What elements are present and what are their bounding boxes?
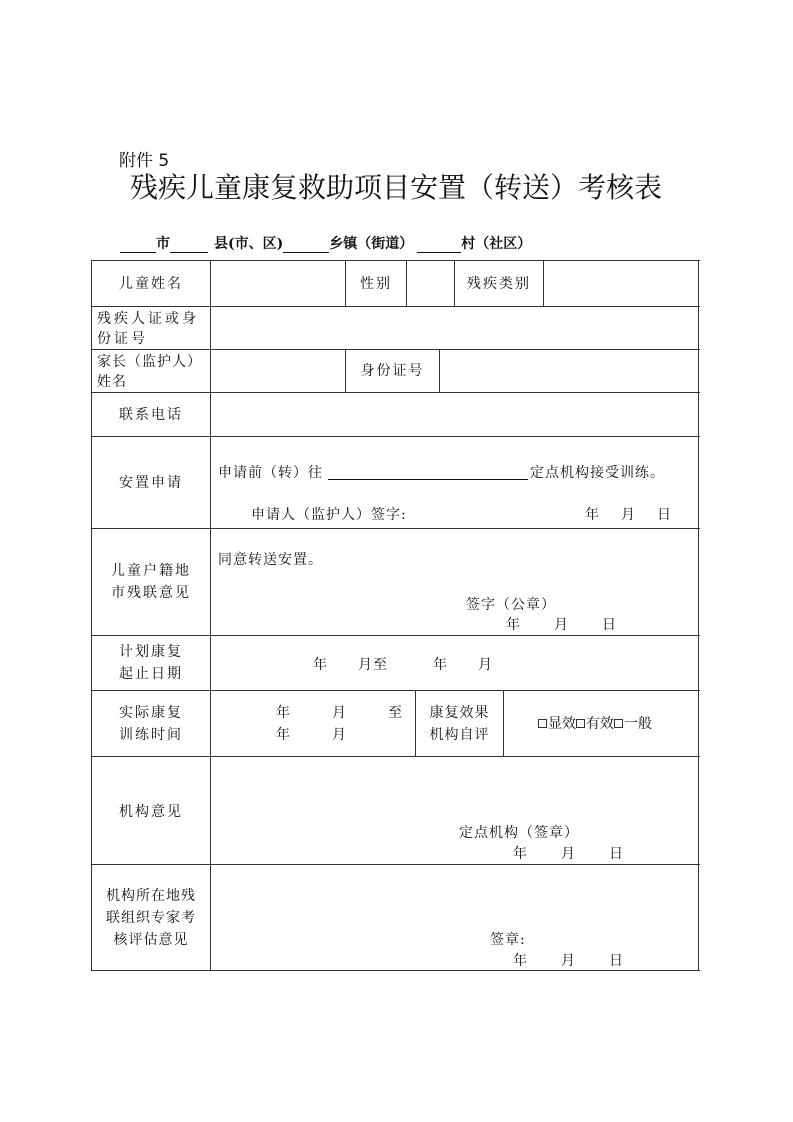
phone-field[interactable]	[211, 393, 698, 436]
disability-type-label: 残疾类别	[467, 275, 531, 292]
id-label	[97, 309, 199, 349]
institution-signature-label: 定点机构（签章）	[459, 825, 579, 841]
row-divider	[91, 635, 700, 636]
city-label: 市	[156, 236, 170, 252]
federation-date: 年 月 日	[506, 617, 618, 633]
expert-signature-label: 签章:	[490, 932, 526, 948]
institution-opinion-label: 机构意见	[119, 804, 183, 820]
placement-label: 安置申请	[119, 474, 183, 491]
table-border-bottom	[91, 970, 700, 971]
checkbox-icon[interactable]	[538, 719, 547, 728]
village-label: 村（社区）	[461, 236, 532, 252]
actual-label-line1: 实际康复	[119, 705, 183, 721]
placement-signature-label: 申请人（监护人）签字:	[251, 507, 407, 523]
effect-label-line1: 康复效果	[429, 705, 490, 721]
town-label: 乡镇（街道）	[329, 236, 414, 252]
guardian-label-line1: 家长（监护人）	[97, 354, 202, 370]
col-divider	[503, 690, 504, 756]
effect-option-label: 有效	[586, 716, 614, 732]
institution-date: 年 月 日	[513, 846, 625, 862]
actual-dates-field[interactable]	[276, 702, 402, 746]
child-name-field[interactable]	[211, 261, 345, 306]
gender-field[interactable]	[407, 261, 454, 306]
plan-label-line1: 计划康复	[119, 644, 183, 660]
actual-dates-line1: 年 月 至	[276, 705, 402, 721]
guardian-label-line2: 姓名	[97, 374, 127, 390]
placement-text-before: 申请前（转）往	[218, 465, 323, 481]
expert-label-line2: 联组织专家考	[106, 910, 196, 926]
expert-label-line3: 核评估意见	[113, 932, 189, 948]
actual-dates-line2: 年 月	[276, 727, 346, 743]
id-label-line2: 份证号	[97, 331, 148, 347]
placement-date: 年 月 日	[585, 507, 675, 523]
child-name-label: 儿童姓名	[119, 275, 183, 292]
county-blank[interactable]	[170, 238, 208, 253]
checkbox-icon[interactable]	[576, 719, 585, 728]
federation-label-line1: 儿童户籍地	[111, 563, 191, 579]
county-label: 县(市、区)	[214, 236, 284, 252]
checkbox-icon[interactable]	[614, 719, 623, 728]
city-blank[interactable]	[120, 238, 156, 253]
table-border-left	[91, 260, 92, 971]
row-divider	[91, 528, 700, 529]
expert-date: 年 月 日	[513, 953, 625, 969]
form-title: 残疾儿童康复救助项目安置（转送）考核表	[130, 171, 663, 204]
effect-option-significant[interactable]	[538, 716, 576, 732]
federation-label-line2: 市残联意见	[111, 585, 191, 601]
placement-text-after: 定点机构接受训练。	[530, 465, 665, 481]
effect-option-general[interactable]	[614, 716, 652, 732]
effect-option-label: 显效	[548, 716, 576, 732]
row-divider	[91, 690, 700, 691]
plan-dates-field[interactable]: 年 月至 年 月	[313, 657, 493, 673]
row-divider	[91, 864, 700, 865]
guardian-id-field[interactable]	[440, 350, 698, 392]
guardian-name-label	[97, 352, 202, 392]
plan-label-line2: 起止日期	[119, 666, 183, 682]
town-blank[interactable]	[283, 238, 329, 253]
institution-name-blank[interactable]	[328, 479, 528, 480]
effect-label-line2: 机构自评	[429, 727, 490, 743]
federation-signature-label: 签字（公章）	[466, 597, 556, 613]
federation-opinion-label	[92, 560, 210, 604]
attachment-label: 附件 5	[119, 151, 170, 171]
actual-label-line2: 训练时间	[119, 727, 183, 743]
guardian-id-label: 身份证号	[360, 363, 425, 379]
effect-options	[538, 713, 652, 733]
actual-training-label	[92, 702, 210, 746]
effect-option-label: 一般	[624, 716, 652, 732]
table-border-right	[698, 260, 699, 971]
federation-text: 同意转送安置。	[218, 552, 323, 568]
address-line	[120, 233, 531, 253]
expert-label-line1: 机构所在地残	[106, 888, 196, 904]
effect-option-effective[interactable]	[576, 716, 614, 732]
effect-self-eval-label	[416, 702, 503, 746]
disability-type-field[interactable]	[544, 261, 698, 306]
phone-label: 联系电话	[119, 406, 183, 423]
id-label-line1: 残疾人证或身	[97, 311, 199, 327]
id-number-field[interactable]	[211, 307, 698, 349]
guardian-name-field[interactable]	[211, 350, 345, 392]
expert-opinion-label	[92, 885, 210, 951]
gender-label: 性别	[360, 275, 392, 292]
village-blank[interactable]	[417, 238, 461, 253]
plan-period-label	[92, 641, 210, 685]
